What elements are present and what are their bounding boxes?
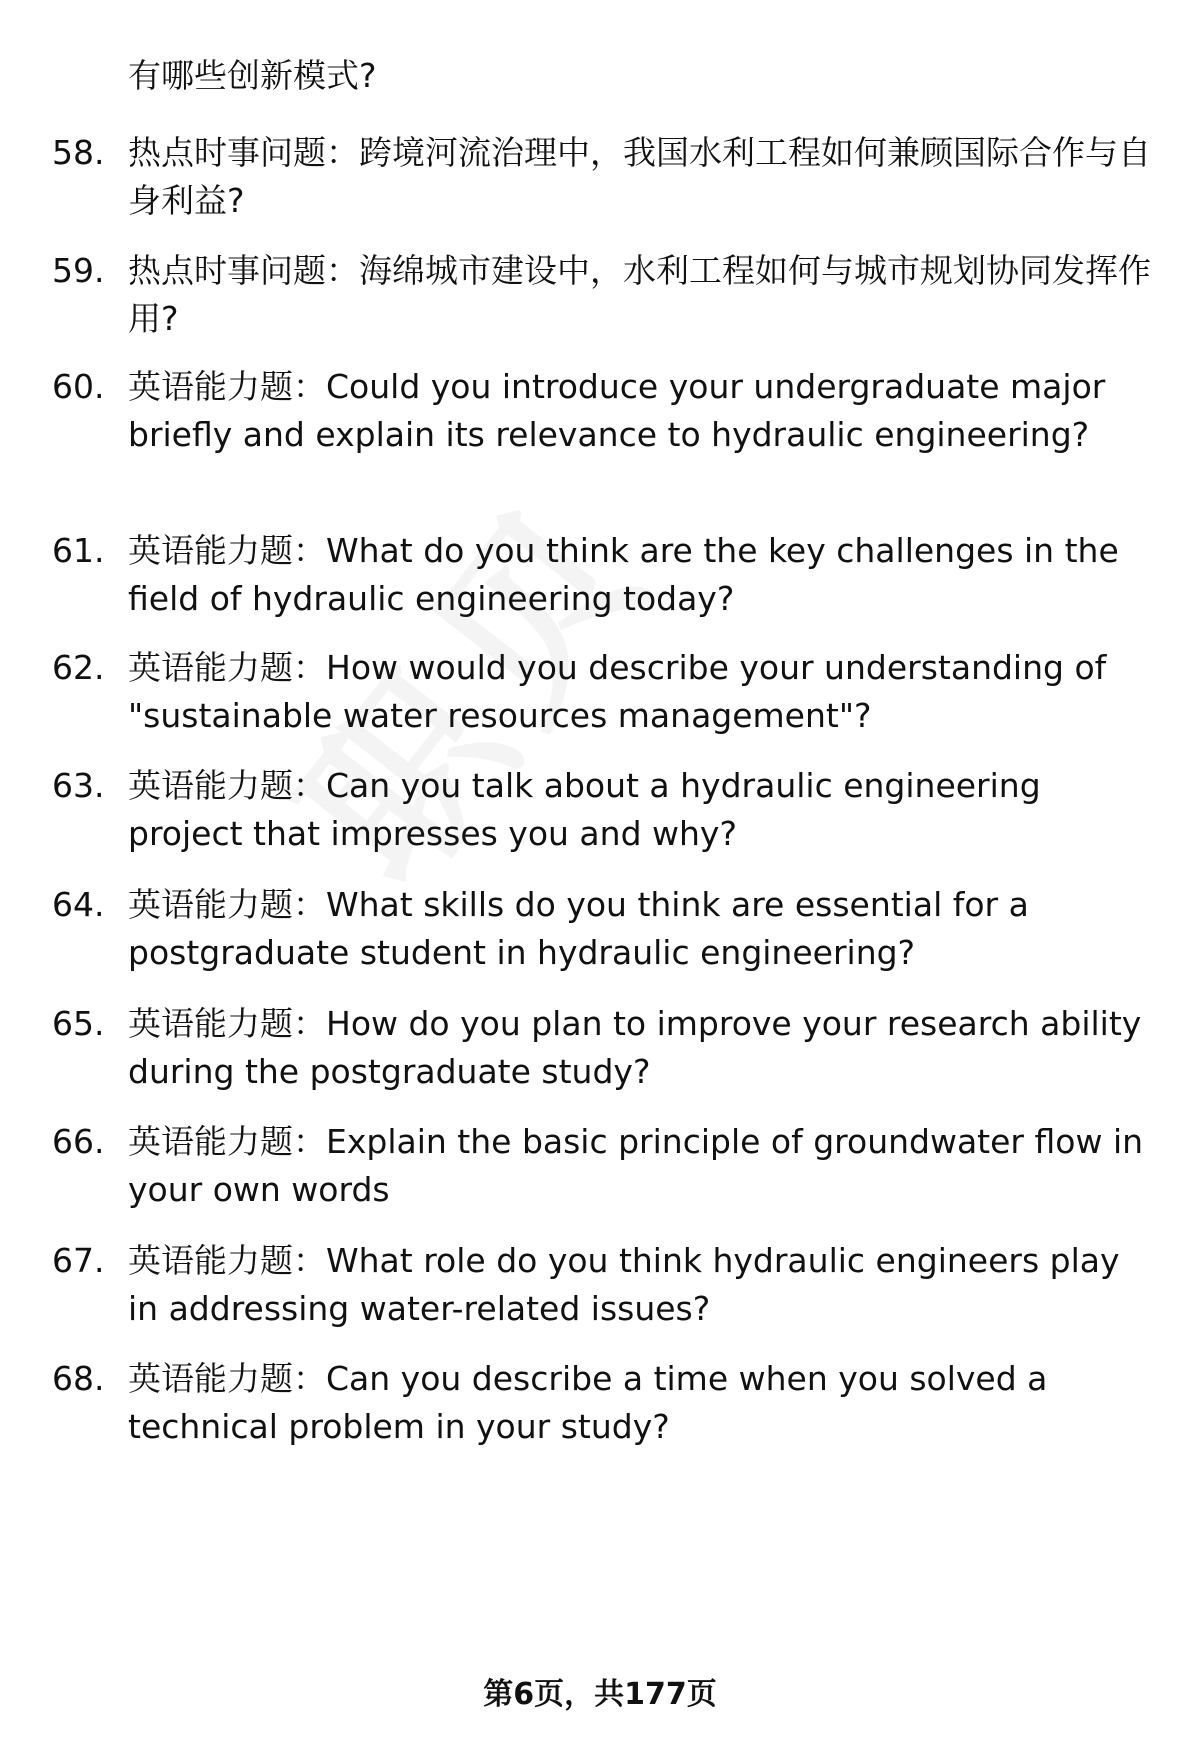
question-text: 热点时事问题：海绵城市建设中，水利工程如何与城市规划协同发挥作用? [128, 251, 1151, 338]
question-number: 63. [52, 766, 105, 805]
continuation-text: 有哪些创新模式? [128, 56, 377, 95]
question-text: 英语能力题：How do you plan to improve your research ability during the postgraduate study? [128, 1004, 1142, 1091]
question-number: 66. [52, 1122, 105, 1161]
question-number: 60. [52, 367, 105, 406]
question-number: 59. [52, 251, 105, 290]
question-number: 64. [52, 885, 105, 924]
question-text: 英语能力题：Can you talk about a hydraulic engineering project that impresses you and why? [128, 766, 1041, 853]
question-number: 67. [52, 1241, 105, 1280]
question-text: 英语能力题：Explain the basic principle of groundwater flow in your own words [128, 1122, 1144, 1209]
question-text: 英语能力题：How would you describe your understanding of "sustainable water resources management"? [128, 648, 1107, 735]
question-number: 65. [52, 1004, 105, 1043]
question-number: 68. [52, 1359, 105, 1398]
question-text: 英语能力题：Can you describe a time when you solved a technical problem in your study? [128, 1359, 1048, 1446]
question-text: 热点时事问题：跨境河流治理中，我国水利工程如何兼顾国际合作与自身利益? [128, 133, 1151, 220]
question-text: 英语能力题：Could you introduce your undergraduate major briefly and explain its relevance to hydraulic engineering? [128, 367, 1106, 454]
question-text: 英语能力题：What skills do you think are essential for a postgraduate student in hydraulic engineering? [128, 885, 1029, 972]
question-number: 62. [52, 648, 105, 687]
question-text: 英语能力题：What do you think are the key challenges in the field of hydraulic engineering today? [128, 531, 1119, 618]
question-text: 英语能力题：What role do you think hydraulic engineers play in addressing water-related issues? [128, 1241, 1120, 1328]
question-number: 58. [52, 133, 105, 172]
question-number: 61. [52, 531, 105, 570]
page-footer: 第6页，共177页 [483, 1677, 717, 1712]
